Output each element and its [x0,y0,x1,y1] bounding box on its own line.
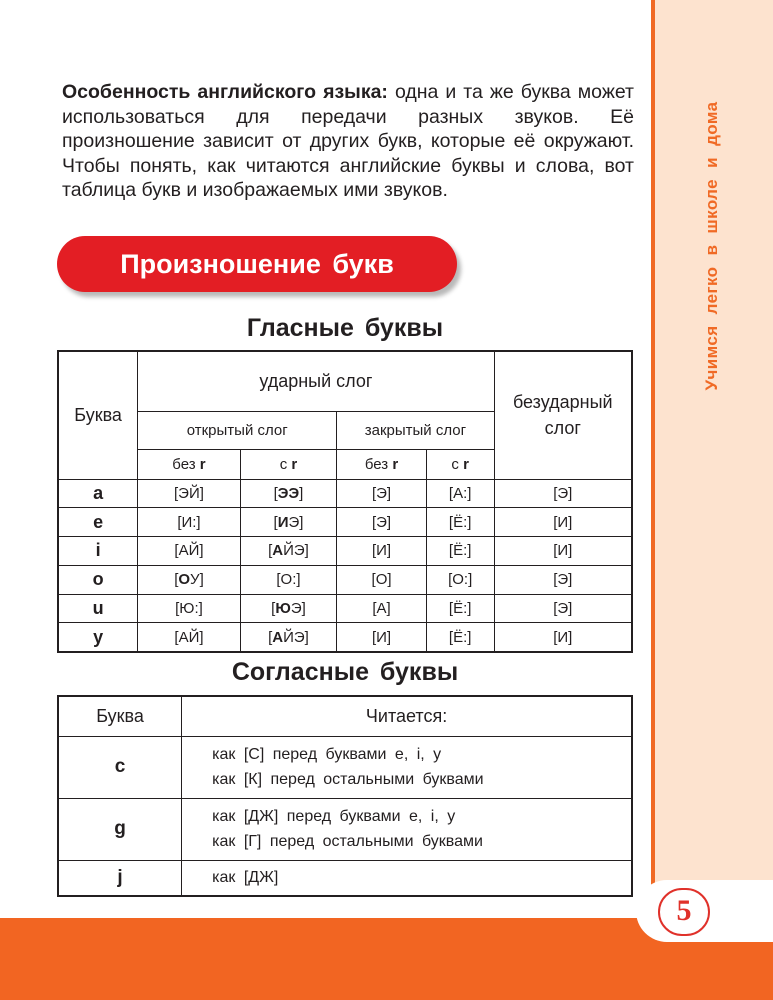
section-title: Произношение букв [57,236,457,292]
reading-rule: как [С] перед буквами e, i, y как [К] перед остальными буквами [182,736,632,798]
header-letter: Буква [58,696,182,736]
sound-cell: [А] [337,594,427,623]
header-open-without-r: без r [138,449,240,479]
sound-cell: [Ё:] [426,594,494,623]
table-row [58,736,632,798]
sound-cell: [О:] [240,565,337,594]
sound-cell: [ЭЙ] [138,479,240,508]
sound-cell: [Э] [494,594,632,623]
sound-cell: [Ё:] [426,508,494,537]
sound-cell: [ЮЭ] [240,594,337,623]
vowel-letter: a [58,479,138,508]
sound-cell: [И] [494,623,632,652]
vowel-letter: i [58,537,138,566]
header-closed-syllable: закрытый слог [337,411,494,449]
header-closed-with-r: с r [426,449,494,479]
sound-cell: [А:] [426,479,494,508]
side-label: Учимся легко в школе и дома [702,101,721,391]
intro-text: одна и та же буква может использоваться для передачи разных звуков. Её произношение зависит от других букв, которые её окружают. Чтобы понять, как читаются английские буквы и слова, вот таблица букв и изображаемых ими звуков. [62,81,634,202]
intro-paragraph [62,80,634,203]
table-row [58,623,632,652]
sound-cell: [АЙЭ] [240,623,337,652]
vowels-table [57,350,633,653]
sound-cell: [И] [337,537,427,566]
consonants-table [57,695,633,897]
page-number: 5 [658,888,710,936]
sound-cell: [О] [337,565,427,594]
table-row [58,537,632,566]
table-row [58,594,632,623]
sound-cell: [ИЭ] [240,508,337,537]
consonant-letter: g [58,798,182,860]
consonant-letter: c [58,736,182,798]
header-letter: Буква [58,351,138,479]
sound-cell: [Ё:] [426,537,494,566]
vowels-title: Гласные буквы [246,314,444,342]
sound-cell: [АЙ] [138,623,240,652]
sound-cell: [Э] [337,508,427,537]
sound-cell: [ОУ] [138,565,240,594]
sound-cell: [ЭЭ] [240,479,337,508]
sound-cell: [Э] [494,565,632,594]
table-row [58,565,632,594]
sound-cell: [Ю:] [138,594,240,623]
sound-cell: [АЙ] [138,537,240,566]
table-row [58,508,632,537]
header-stressed-syllable: ударный слог [138,351,494,411]
sound-cell: [И] [494,508,632,537]
reading-rule: как [ДЖ] перед буквами e, i, y как [Г] перед остальными буквами [182,798,632,860]
vowel-letter: u [58,594,138,623]
sound-cell: [Ё:] [426,623,494,652]
sound-cell: [Э] [337,479,427,508]
table-row [58,860,632,896]
sound-cell: [Э] [494,479,632,508]
sound-cell: [И:] [138,508,240,537]
header-open-syllable: открытый слог [138,411,337,449]
table-row [58,798,632,860]
sound-cell: [АЙЭ] [240,537,337,566]
vowel-letter: e [58,508,138,537]
header-open-with-r: с r [240,449,337,479]
sound-cell: [И] [494,537,632,566]
header-closed-without-r: без r [337,449,427,479]
vowel-letter: o [58,565,138,594]
intro-bold-lead: Особенность английского языка: [62,81,388,103]
reading-rule: как [ДЖ] [182,860,632,896]
header-reads: Читается: [182,696,632,736]
sound-cell: [И] [337,623,427,652]
consonants-title: Согласные буквы [231,658,459,686]
vowel-letter: y [58,623,138,652]
sound-cell: [О:] [426,565,494,594]
header-unstressed-syllable: безударный слог [494,351,632,479]
table-row [58,479,632,508]
consonant-letter: j [58,860,182,896]
